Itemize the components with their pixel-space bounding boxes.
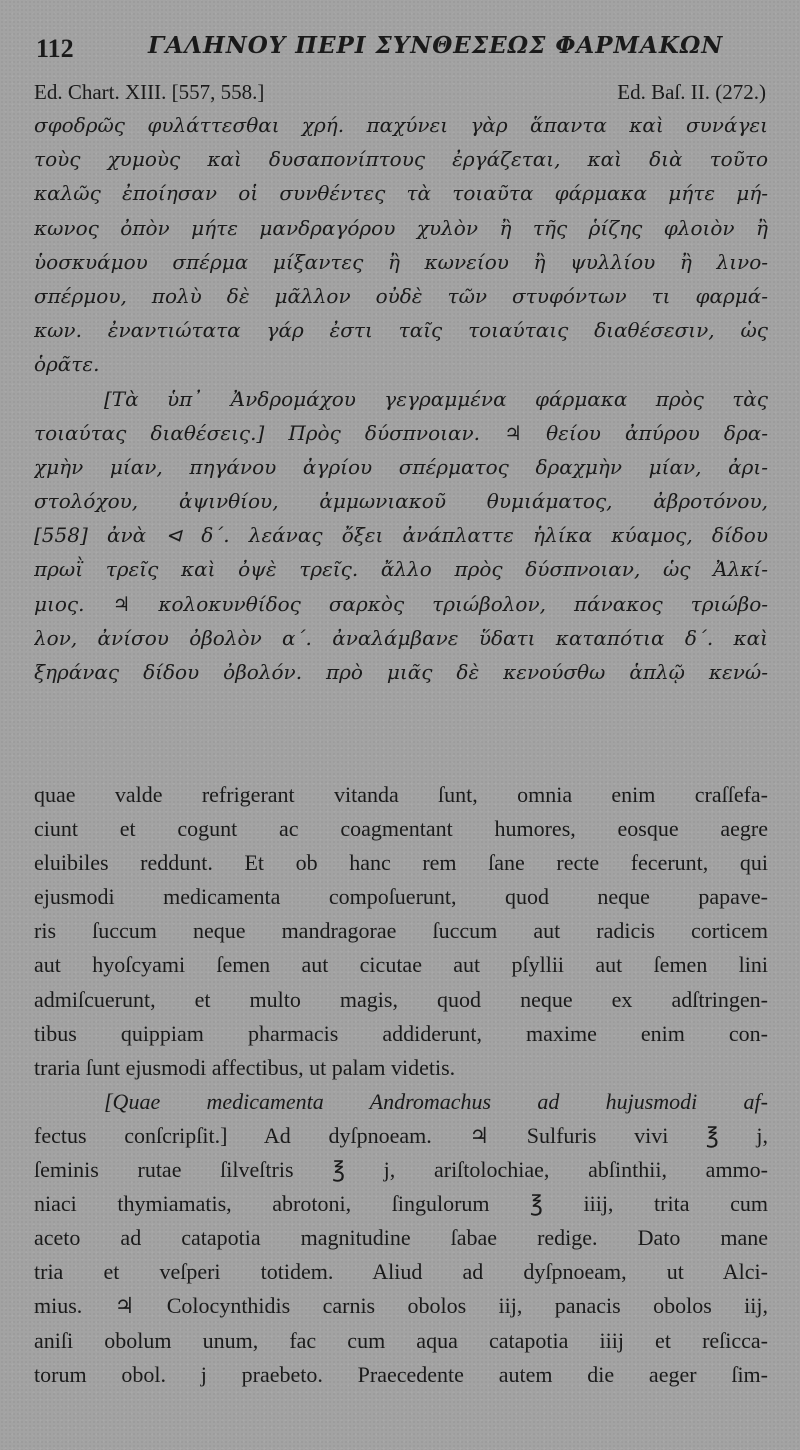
greek-line: σφοδρῶς φυλάττεσθαι χρή. παχύνει γὰρ ἅπαντα καὶ συνάγει <box>34 113 768 137</box>
greek-line: χμὴν μίαν, πηγάνου ἀγρίου σπέρματος δραχμὴν μίαν, ἀρι- <box>34 454 768 479</box>
greek-line: στολόχου, ἀψινθίου, ἀμμωνιακοῦ θυμιάματος, ἀβροτόνου, <box>34 489 768 514</box>
page-number: 112 <box>36 34 74 63</box>
latin-line: ejusmodi medicamenta compoſuerunt, quod neque papave- <box>34 884 768 910</box>
greek-line: [558] ἀνὰ ⊲ δ΄. λεάνας ὄξει ἀνάπλαττε ἡλίκα κύαμος, δίδου <box>34 523 768 548</box>
greek-line: τοιαύτας διαθέσεις.] Πρὸς δύσπνοιαν. ♃ θείου ἀπύρου δρα- <box>34 420 768 445</box>
greek-text-block <box>34 108 768 689</box>
greek-line: ξηράνας δίδου ὀβολόν. πρὸ μιᾶς δὲ κενούσθω ἁπλῷ κενώ- <box>34 660 768 684</box>
page-header <box>30 28 775 64</box>
latin-line: torum obol. j praebeto. Praecedente autem die aeger ſim- <box>34 1361 768 1387</box>
greek-line: ὑοσκυάμου σπέρμα μίξαντες ἢ κωνείου ἢ ψυλλίου ἢ λινο- <box>34 249 768 274</box>
greek-line: ὁρᾶτε. <box>34 352 100 377</box>
latin-line: niaci thymiamatis, abrotoni, ſingulorum ℥ iiij, trita cum <box>34 1191 768 1217</box>
edition-basel-reference: Ed. Baſ. II. (272.) <box>617 80 766 104</box>
latin-line: tria et veſperi totidem. Aliud ad dyſpnoeam, ut Alci- <box>34 1259 768 1285</box>
edition-chart-reference: Ed. Chart. XIII. [557, 558.] <box>34 80 265 104</box>
latin-line: ſeminis rutae ſilveſtris ℥ j, ariſtolochiae, abſinthii, ammo- <box>34 1157 768 1183</box>
latin-line: tibus quippiam pharmacis addiderunt, maxime enim con- <box>34 1020 768 1046</box>
latin-line: aut hyoſcyami ſemen aut cicutae aut pſyllii aut ſemen lini <box>34 952 768 978</box>
latin-line: eluibiles reddunt. Et ob hanc rem ſane recte fecerunt, qui <box>34 850 768 876</box>
greek-line: τοὺς χυμοὺς καὶ δυσαπονίπτους ἐργάζεται, καὶ διὰ τοῦτο <box>34 147 768 172</box>
latin-line: aceto ad catapotia magnitudine ſabae redige. Dato mane <box>34 1225 768 1251</box>
greek-line: [Τὰ ὑπ᾽ Ἀνδρομάχου γεγραμμένα φάρμακα πρὸς τὰς <box>104 386 768 411</box>
greek-line: κων. ἐναντιώτατα γάρ ἐστι ταῖς τοιαύταις διαθέσεσιν, ὡς <box>34 318 768 343</box>
latin-line: aniſi obolum unum, fac cum aqua catapotia iiij et reſicca- <box>34 1327 768 1353</box>
latin-line: admiſcuerunt, et multo magis, quod neque ex adſtringen- <box>34 986 768 1012</box>
latin-line: ciunt et cogunt ac coagmentant humores, eosque aegre <box>34 816 768 842</box>
greek-line: πρωῒ τρεῖς καὶ ὀψὲ τρεῖς. ἄλλο πρὸς δύσπνοιαν, ὡς Ἀλκί- <box>34 557 768 582</box>
latin-text-block <box>34 778 768 1392</box>
running-title: ΓΑΛΗΝΟΥ ΠΕΡΙ ΣΥΝΘΕΣΕΩΣ ΦΑΡΜΑΚΩΝ <box>148 32 724 59</box>
greek-line: καλῶς ἐποίησαν οἱ συνθέντες τὰ τοιαῦτα φάρμακα μήτε μή- <box>34 181 768 206</box>
greek-line: σπέρμου, πολὺ δὲ μᾶλλον οὐδὲ τῶν στυφόντων τι φαρμά- <box>34 283 768 308</box>
greek-line: κωνος ὀπὸν μήτε μανδραγόρου χυλὸν ἢ τῆς ῥίζης φλοιὸν ἢ <box>34 215 768 240</box>
greek-line: λον, ἀνίσου ὀβολὸν α΄. ἀναλάμβανε ὕδατι καταπότια δ΄. καὶ <box>34 625 768 650</box>
latin-line: mius. ♃ Colocynthidis carnis obolos iij, panacis obolos iij, <box>34 1293 768 1319</box>
latin-line: traria ſunt ejusmodi affectibus, ut palam videtis. <box>34 1054 456 1080</box>
edition-reference-line <box>34 80 766 108</box>
latin-line: quae valde refrigerant vitanda ſunt, omnia enim craſſefa- <box>34 782 768 807</box>
latin-line: [Quae medicamenta Andromachus ad hujusmodi af- <box>104 1088 768 1114</box>
latin-line: fectus conſcripſit.] Ad dyſpnoeam. ♃ Sulfuris vivi ℥ j, <box>34 1122 768 1148</box>
greek-line: μιος. ♃ κολοκυνθίδος σαρκὸς τριώβολον, πάνακος τριώβο- <box>34 591 768 616</box>
latin-line: ris ſuccum neque mandragorae ſuccum aut radicis corticem <box>34 918 768 944</box>
